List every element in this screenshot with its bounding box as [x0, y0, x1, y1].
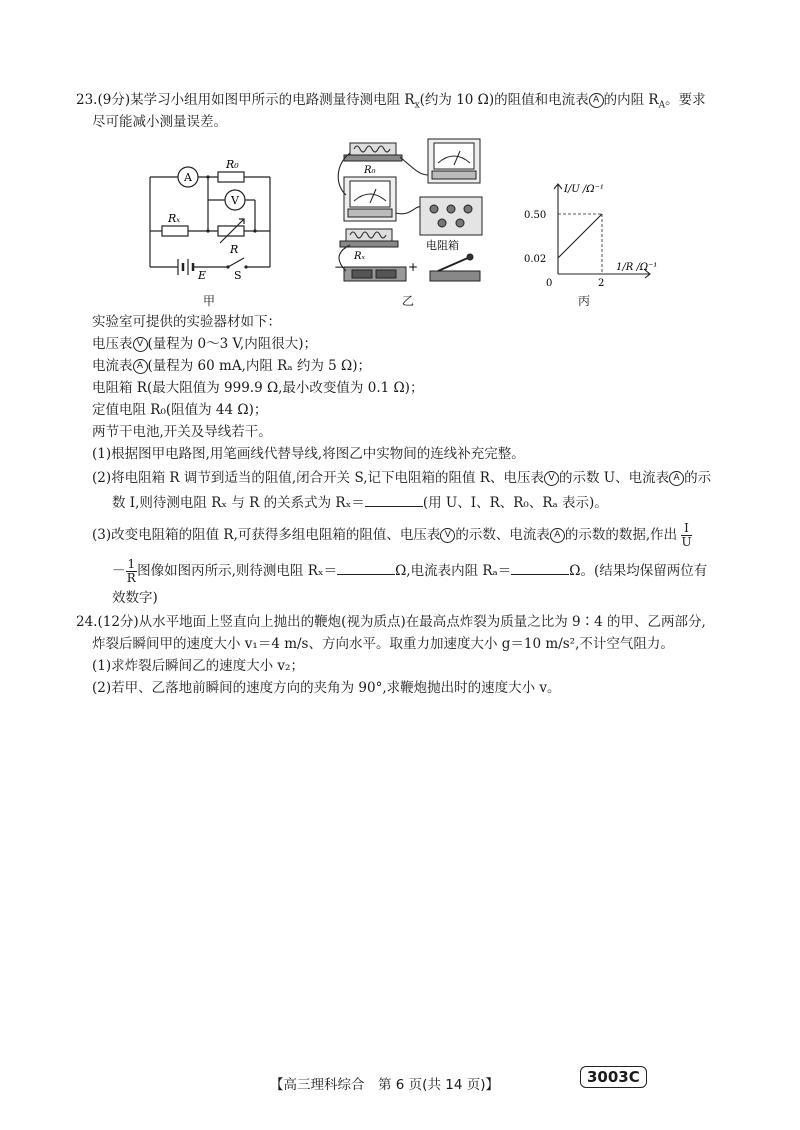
photo-rx-label: Rₓ — [354, 251, 366, 262]
fraction-1-over-r: $\frac{1}{R}$ — [126, 557, 136, 585]
paper-code: 3003C — [580, 1066, 647, 1088]
graph-bing — [520, 170, 670, 290]
apparatus-yi — [330, 135, 500, 290]
answer-blank-ra[interactable] — [511, 560, 569, 575]
battery-minus-label: − — [334, 260, 345, 274]
q23-part1: (1)根据图甲电路图,用笔画线代替导线,将图乙中实物间的连线补充完整。 — [92, 446, 525, 462]
circuit-diagram-jia — [140, 155, 280, 285]
e-label: E — [198, 269, 207, 282]
q23-line2: 尽可能减小测量误差。 — [92, 114, 227, 130]
q23-part3-a: (3)改变电阻箱的阻值 R,可获得多组电阻箱的阻值、电压表 V 的示数、电流表 A 的示数的数据,作出 $\frac{I}{U}$ — [92, 521, 692, 549]
photo-r0-label: R₀ — [364, 165, 376, 176]
q23-part2-b: 数 I,则待测电阻 Rₓ 与 R 的关系式为 Rₓ＝ (用 U、I、R、R₀、Rₐ 表示)。 — [112, 492, 608, 513]
q23-part3-b: － $\frac{1}{R}$ 图像如图丙所示,则待测电阻 Rₓ＝ Ω,电流表内阻 Rₐ＝ Ω。(结果均保留两位有 — [112, 557, 708, 585]
graph-x-label: 1/R /Ω⁻¹ — [616, 262, 658, 273]
q23-part2-a: (2)将电阻箱 R 调节到适当的阻值,闭合开关 S,记下电阻箱的阻值 R、电压表 V 的示数 U、电流表 A 的示 — [92, 470, 712, 486]
r0-label: R₀ — [226, 158, 239, 171]
page-footer: 【高三理科综合 第 6 页(共 14 页)】 — [270, 1077, 499, 1093]
graph-y-tick-050: 0.50 — [524, 210, 547, 221]
caption-jia: 甲 — [203, 294, 216, 308]
ammeter-label: A — [184, 171, 192, 184]
graph-y-tick-002: 0.02 — [524, 254, 547, 265]
caption-bing: 丙 — [578, 294, 591, 308]
graph-y-label: I/U /Ω⁻¹ — [564, 184, 604, 195]
equip-r0: 定值电阻 R₀(阻值为 44 Ω)； — [92, 402, 268, 418]
rx-label: Rₓ — [168, 212, 181, 225]
answer-blank-rx[interactable] — [337, 560, 395, 575]
equip-title: 实验室可提供的实验器材如下： — [92, 314, 281, 330]
q24-line2: 炸裂后瞬间甲的速度大小 v₁＝4 m/s、方向水平。取重力加速度大小 g＝10 m/s²,不计空气阻力。 — [92, 636, 674, 652]
battery-plus-label: + — [408, 260, 419, 274]
fraction-i-over-u: $\frac{I}{U}$ — [681, 521, 692, 549]
q23-part3-c: 效数字) — [112, 590, 158, 606]
resistance-box-label: 电阻箱 — [426, 239, 459, 252]
equip-battery: 两节干电池,开关及导线若干。 — [92, 424, 272, 440]
equip-resistance-box: 电阻箱 R(最大阻值为 999.9 Ω,最小改变值为 0.1 Ω)； — [92, 380, 424, 396]
q24-line1: 24.(12分)从水平地面上竖直向上抛出的鞭炮(视为质点)在最高点炸裂为质量之比为 9∶4 的甲、乙两部分, — [76, 614, 706, 630]
q24-part1: (1)求炸裂后瞬间乙的速度大小 v₂； — [92, 658, 304, 674]
equip-voltmeter: 电压表 V (量程为 0～3 V,内阻很大)； — [92, 336, 317, 352]
voltmeter-label: V — [231, 194, 239, 207]
q23-line1: 23.(9分)某学习小组用如图甲所示的电路测量待测电阻 $R_x$(约为 10 Ω)的阻值和电流表 A 的内阻 $R_A$。要求 — [76, 92, 706, 111]
answer-blank-rx-expr[interactable] — [365, 492, 423, 507]
ammeter-symbol: A — [589, 93, 604, 108]
caption-yi: 乙 — [402, 294, 415, 308]
graph-x-tick-2: 2 — [598, 278, 605, 289]
graph-origin: 0 — [546, 278, 553, 289]
r-label: R — [230, 243, 239, 256]
q24-part2: (2)若甲、乙落地前瞬间的速度方向的夹角为 90°,求鞭炮抛出时的速度大小 v。 — [92, 680, 561, 696]
equip-ammeter: 电流表 A (量程为 60 mA,内阻 Rₐ 约为 5 Ω)； — [92, 358, 371, 374]
s-label: S — [234, 269, 242, 282]
